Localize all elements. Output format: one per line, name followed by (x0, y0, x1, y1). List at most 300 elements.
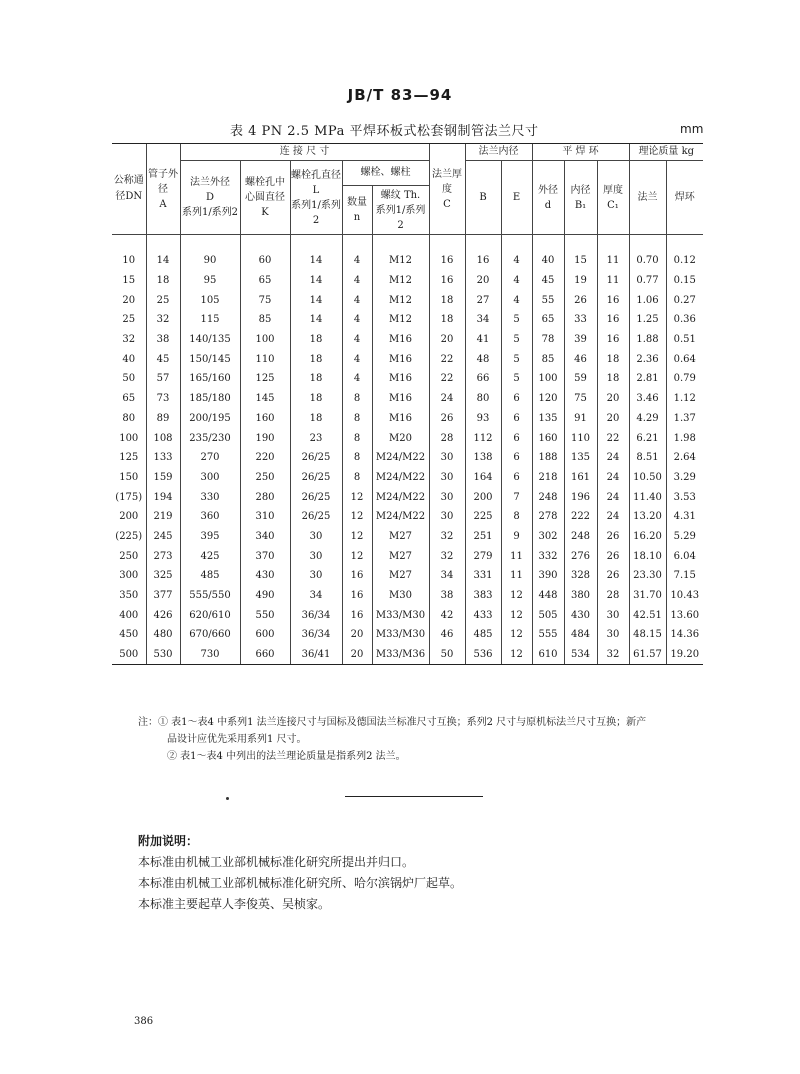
table-cell: 80 (465, 389, 501, 409)
header-mass: 理论质量 kg (629, 144, 703, 161)
table-cell: 5.29 (666, 527, 703, 547)
table-cell: 20 (122, 294, 136, 306)
table-cell: 4 (501, 235, 532, 271)
table-cell: 225 (465, 507, 501, 527)
table-cell: 245 (146, 527, 180, 547)
table-cell: 20 (342, 625, 372, 645)
table-cell: 0.36 (666, 310, 703, 330)
table-cell: 400 (119, 609, 139, 621)
table-cell: 15 (564, 235, 597, 271)
table-cell: 28 (429, 428, 465, 448)
table-cell: (175) (115, 491, 143, 503)
table-cell: 100 (532, 369, 564, 389)
table-cell: 430 (240, 566, 290, 586)
table-row (112, 645, 703, 665)
table-title: 表 4 PN 2.5 MPa 平焊环板式松套钢制管法兰尺寸 (230, 124, 539, 139)
table-cell: 2.64 (666, 448, 703, 468)
table-cell: 12 (342, 546, 372, 566)
table-cell: 328 (564, 566, 597, 586)
table-cell: 220 (240, 448, 290, 468)
table-cell: 370 (240, 546, 290, 566)
table-cell: 46 (564, 349, 597, 369)
table-cell: 1.98 (666, 428, 703, 448)
table-cell: 430 (564, 605, 597, 625)
table-row (112, 330, 703, 350)
table-row (112, 527, 703, 547)
table-cell: 25 (146, 290, 180, 310)
table-cell: 610 (532, 645, 564, 665)
table-cell: 26 (597, 527, 629, 547)
table-cell: 65 (122, 393, 136, 405)
table-cell: 89 (146, 409, 180, 429)
table-cell: 12 (501, 605, 532, 625)
table-cell: 19.20 (666, 645, 703, 665)
table-cell: 218 (532, 468, 564, 488)
table-cell: 505 (532, 605, 564, 625)
table-row (112, 507, 703, 527)
appendix-heading: 附加说明： (138, 834, 199, 848)
table-cell: 30 (429, 448, 465, 468)
table-cell: 75 (564, 389, 597, 409)
table-cell: 120 (532, 389, 564, 409)
table-cell: 15 (122, 275, 136, 287)
table-cell: 6 (501, 409, 532, 429)
table-cell: 1.25 (629, 310, 666, 330)
table-cell: 135 (532, 409, 564, 429)
table-cell: 200 (119, 511, 139, 523)
table-cell: 8 (342, 389, 372, 409)
table-cell: 40 (532, 235, 564, 271)
table-cell: 13.20 (629, 507, 666, 527)
appendix-line: 本标准由机械工业部机械标准化研究所提出并归口。 (138, 855, 415, 869)
table-cell: 12 (342, 527, 372, 547)
table-cell: 32 (146, 310, 180, 330)
table-cell: 164 (465, 468, 501, 488)
table-cell: 380 (564, 586, 597, 606)
table-cell: 140/135 (180, 330, 240, 350)
table-cell: 425 (180, 546, 240, 566)
header-mass-flange: 法兰 (629, 161, 666, 235)
table-cell: 36/41 (290, 645, 342, 665)
table-cell: 75 (240, 290, 290, 310)
table-cell: 133 (146, 448, 180, 468)
table-cell: 8 (342, 448, 372, 468)
table-cell: 161 (564, 468, 597, 488)
table-cell: 48 (465, 349, 501, 369)
table-cell: M16 (372, 349, 429, 369)
appendix-line: 本标准主要起草人李俊英、吴桢家。 (138, 897, 331, 911)
table-cell: 196 (564, 487, 597, 507)
appendix (138, 831, 462, 915)
table-cell: 18 (290, 330, 342, 350)
table-cell: 0.15 (666, 271, 703, 291)
table-cell: 30 (429, 468, 465, 488)
table-cell: 1.12 (666, 389, 703, 409)
table-cell: 78 (532, 330, 564, 350)
table-cell: 61.57 (629, 645, 666, 665)
table-cell: 279 (465, 546, 501, 566)
table-notes (138, 714, 708, 765)
header-thickness: 法兰厚度 C (429, 144, 465, 235)
table-cell: 18 (290, 409, 342, 429)
table-cell: 448 (532, 586, 564, 606)
table-cell: 27 (465, 290, 501, 310)
table-cell: 426 (146, 605, 180, 625)
table-cell: 8 (342, 428, 372, 448)
header-pipe-od: 管子外径 A (146, 144, 180, 235)
table-cell: 0.77 (629, 271, 666, 291)
table-cell: 0.70 (629, 235, 666, 271)
table-cell: 34 (465, 310, 501, 330)
table-cell: 14 (290, 271, 342, 291)
table-cell: 22 (429, 369, 465, 389)
table-cell: 18 (146, 271, 180, 291)
table-cell: 26/25 (290, 507, 342, 527)
table-cell: 330 (180, 487, 240, 507)
table-cell: 12 (501, 625, 532, 645)
table-cell: 30 (597, 625, 629, 645)
table-cell: M24/M22 (372, 507, 429, 527)
header-ring-thickness: 厚度 C₁ (597, 161, 629, 235)
table-cell: 30 (290, 566, 342, 586)
table-row (112, 349, 703, 369)
header-ring-od: 外径 d (532, 161, 564, 235)
table-row (112, 546, 703, 566)
table-cell: 485 (465, 625, 501, 645)
table-cell: 65 (240, 271, 290, 291)
table-cell: 555/550 (180, 586, 240, 606)
table-cell: M12 (372, 271, 429, 291)
table-cell: 18 (597, 349, 629, 369)
table-cell: 0.51 (666, 330, 703, 350)
table-cell: 6 (501, 468, 532, 488)
table-cell: 4 (501, 290, 532, 310)
table-cell: 150 (119, 471, 139, 483)
table-cell: 16.20 (629, 527, 666, 547)
table-cell: 73 (146, 389, 180, 409)
table-cell: 110 (564, 428, 597, 448)
table-cell: M16 (372, 389, 429, 409)
flange-dimension-table (112, 143, 703, 665)
table-cell: 30 (290, 527, 342, 547)
table-cell: 33 (564, 310, 597, 330)
table-cell: 65 (532, 310, 564, 330)
table-cell: 32 (429, 527, 465, 547)
table-cell: 490 (240, 586, 290, 606)
end-rule (345, 796, 483, 797)
stray-mark (226, 797, 229, 800)
table-cell: 280 (240, 487, 290, 507)
table-row (112, 428, 703, 448)
table-cell: 24 (597, 468, 629, 488)
table-cell: 0.27 (666, 290, 703, 310)
table-row (112, 235, 703, 271)
table-cell: 12 (501, 586, 532, 606)
table-cell: 13.60 (666, 605, 703, 625)
table-cell: 93 (465, 409, 501, 429)
table-cell: 16 (597, 310, 629, 330)
table-cell: M16 (372, 330, 429, 350)
table-cell: 331 (465, 566, 501, 586)
table-cell: 30 (429, 487, 465, 507)
table-cell: 160 (240, 409, 290, 429)
table-row (112, 566, 703, 586)
table-cell: 6.21 (629, 428, 666, 448)
table-cell: 100 (119, 432, 139, 444)
table-cell: 530 (146, 645, 180, 665)
header-bolts: 螺栓、螺柱 (342, 161, 429, 186)
table-cell: 46 (429, 625, 465, 645)
table-cell: 250 (240, 468, 290, 488)
table-cell: 30 (597, 605, 629, 625)
table-cell: 377 (146, 586, 180, 606)
table-cell: 16 (597, 290, 629, 310)
table-cell: M12 (372, 235, 429, 271)
table-cell: 19 (564, 271, 597, 291)
table-cell: 730 (180, 645, 240, 665)
table-cell: 22 (597, 428, 629, 448)
table-cell: 6.04 (666, 546, 703, 566)
table-cell: 5 (501, 310, 532, 330)
header-flange-od: 法兰外径 D 系列1/系列2 (180, 161, 240, 235)
table-cell: M30 (372, 586, 429, 606)
table-cell: 105 (180, 290, 240, 310)
header-mass-ring: 焊环 (666, 161, 703, 235)
note-1: 注：① 表1～表4 中系列1 法兰连接尺寸与国标及德国法兰标准尺寸互换；系列2 尺寸与原机标法兰尺寸互换；新产 (138, 717, 647, 728)
table-cell: 23.30 (629, 566, 666, 586)
table-cell: 138 (465, 448, 501, 468)
table-cell: 7.15 (666, 566, 703, 586)
table-cell: 325 (146, 566, 180, 586)
table-cell: 95 (180, 271, 240, 291)
table-cell: 433 (465, 605, 501, 625)
table-cell: 332 (532, 546, 564, 566)
table-cell: 42.51 (629, 605, 666, 625)
table-cell: 484 (564, 625, 597, 645)
header-ring-id: 内径 B₁ (564, 161, 597, 235)
table-cell: 125 (240, 369, 290, 389)
table-cell: 16 (597, 330, 629, 350)
table-cell: 26/25 (290, 468, 342, 488)
table-cell: 25 (122, 314, 136, 326)
table-cell: 0.79 (666, 369, 703, 389)
table-cell: 0.64 (666, 349, 703, 369)
table-cell: 273 (146, 546, 180, 566)
table-cell: M27 (372, 527, 429, 547)
table-cell: 28 (597, 586, 629, 606)
table-row (112, 369, 703, 389)
table-cell: 7 (501, 487, 532, 507)
table-cell: 18 (290, 389, 342, 409)
table-cell: 20 (597, 389, 629, 409)
table-cell: 30 (290, 546, 342, 566)
table-cell: 480 (146, 625, 180, 645)
table-cell: 160 (532, 428, 564, 448)
table-cell: 278 (532, 507, 564, 527)
table-row (112, 271, 703, 291)
table-cell: 383 (465, 586, 501, 606)
table-cell: M24/M22 (372, 468, 429, 488)
table-cell: M27 (372, 546, 429, 566)
table-cell: 36/34 (290, 625, 342, 645)
table-cell: 60 (240, 235, 290, 271)
page-number: 386 (134, 1016, 154, 1027)
table-cell: 3.29 (666, 468, 703, 488)
table-cell: 12 (342, 507, 372, 527)
header-bolt-circle: 螺栓孔中心圆直径 K (240, 161, 290, 235)
table-cell: 110 (240, 349, 290, 369)
table-cell: 20 (597, 409, 629, 429)
table-cell: 41 (465, 330, 501, 350)
header-bolt-hole: 螺栓孔直径 L 系列1/系列2 (290, 161, 342, 235)
table-cell: 50 (429, 645, 465, 665)
table-cell: M24/M22 (372, 448, 429, 468)
table-cell: 390 (532, 566, 564, 586)
table-cell: 670/660 (180, 625, 240, 645)
table-cell: 26 (564, 290, 597, 310)
table-cell: 12 (501, 645, 532, 665)
table-cell: M27 (372, 566, 429, 586)
table-cell: 38 (146, 330, 180, 350)
table-cell: 16 (342, 586, 372, 606)
table-cell: 11 (597, 271, 629, 291)
table-cell: 300 (119, 570, 139, 582)
table-cell: 235/230 (180, 428, 240, 448)
table-cell: M33/M36 (372, 645, 429, 665)
table-cell: 26/25 (290, 487, 342, 507)
table-cell: 5 (501, 330, 532, 350)
table-cell: M12 (372, 290, 429, 310)
table-cell: 276 (564, 546, 597, 566)
table-cell: 38 (429, 586, 465, 606)
table-cell: 360 (180, 507, 240, 527)
table-cell: 23 (290, 428, 342, 448)
table-cell: 10.50 (629, 468, 666, 488)
table-cell: 48.15 (629, 625, 666, 645)
table-cell: 6 (501, 428, 532, 448)
table-cell: M16 (372, 409, 429, 429)
table-cell: 2.81 (629, 369, 666, 389)
table-cell: 248 (532, 487, 564, 507)
table-row (112, 290, 703, 310)
table-cell: 4 (342, 310, 372, 330)
table-cell: 18 (429, 310, 465, 330)
table-cell: 31.70 (629, 586, 666, 606)
appendix-line: 本标准由机械工业部机械标准化研究所、哈尔滨锅炉厂起草。 (138, 876, 463, 890)
table-cell: 66 (465, 369, 501, 389)
table-cell: 600 (240, 625, 290, 645)
table-cell: 24 (597, 487, 629, 507)
table-cell: 40 (122, 353, 136, 365)
header-connection: 连 接 尺 寸 (180, 144, 429, 161)
note-2: ② 表1～表4 中列出的法兰理论质量是指系列2 法兰。 (167, 751, 406, 762)
table-row (112, 605, 703, 625)
table-cell: 6 (501, 389, 532, 409)
table-cell: 125 (119, 452, 139, 464)
table-cell: 194 (146, 487, 180, 507)
table-cell: 36/34 (290, 605, 342, 625)
table-cell: 190 (240, 428, 290, 448)
table-cell: 8 (342, 468, 372, 488)
table-cell: 0.12 (666, 235, 703, 271)
table-cell: 55 (532, 290, 564, 310)
table-cell: 200 (465, 487, 501, 507)
table-cell: 24 (429, 389, 465, 409)
table-cell: 32 (429, 546, 465, 566)
table-cell: 57 (146, 369, 180, 389)
table-cell: 8 (501, 507, 532, 527)
table-cell: 14 (290, 290, 342, 310)
table-cell: 34 (290, 586, 342, 606)
table-cell: 16 (465, 235, 501, 271)
table-cell: 112 (465, 428, 501, 448)
table-cell: 4 (342, 235, 372, 271)
table-cell: 340 (240, 527, 290, 547)
table-cell: 550 (240, 605, 290, 625)
table-cell: 85 (240, 310, 290, 330)
table-cell: 42 (429, 605, 465, 625)
table-cell: 4 (501, 271, 532, 291)
table-cell: 26/25 (290, 448, 342, 468)
table-cell: (225) (115, 530, 143, 542)
table-cell: 660 (240, 645, 290, 665)
table-cell: 500 (112, 645, 146, 665)
table-cell: 4 (342, 271, 372, 291)
table-cell: M33/M30 (372, 605, 429, 625)
table-row (112, 487, 703, 507)
table-cell: 536 (465, 645, 501, 665)
table-cell: 14.36 (666, 625, 703, 645)
table-cell: 4.29 (629, 409, 666, 429)
table-cell: 18 (290, 369, 342, 389)
note-1-cont: 品设计应优先采用系列1 尺寸。 (167, 734, 307, 745)
table-cell: 45 (146, 349, 180, 369)
table-cell: 450 (119, 629, 139, 641)
header-bolt-qty: 数量 n (342, 186, 372, 235)
standard-code: JB/T 83—94 (347, 86, 453, 104)
table-cell: 26 (597, 566, 629, 586)
header-ring: 平 焊 环 (532, 144, 629, 161)
table-cell: 534 (564, 645, 597, 665)
table-cell: 270 (180, 448, 240, 468)
table-row (112, 310, 703, 330)
table-cell: 16 (342, 605, 372, 625)
table-cell: 248 (564, 527, 597, 547)
table-cell: 251 (465, 527, 501, 547)
table-cell: 135 (564, 448, 597, 468)
table-cell: 4 (342, 290, 372, 310)
table-cell: 4 (342, 330, 372, 350)
table-cell: 3.46 (629, 389, 666, 409)
table-cell: 485 (180, 566, 240, 586)
table-cell: 50 (122, 373, 136, 385)
table-cell: 5 (501, 349, 532, 369)
table-row (112, 586, 703, 606)
header-flange-bore: 法兰内径 (465, 144, 532, 161)
table-cell: 20 (342, 645, 372, 665)
table-row (112, 625, 703, 645)
table-cell: 11 (501, 566, 532, 586)
table-row (112, 448, 703, 468)
table-cell: 100 (240, 330, 290, 350)
header-thread: 螺纹 Th. 系列1/系列2 (372, 186, 429, 235)
table-cell: 4 (342, 349, 372, 369)
header-b: B (465, 161, 501, 235)
table-cell: 5 (501, 369, 532, 389)
table-cell: 45 (532, 271, 564, 291)
table-cell: 26 (429, 409, 465, 429)
table-cell: 108 (146, 428, 180, 448)
